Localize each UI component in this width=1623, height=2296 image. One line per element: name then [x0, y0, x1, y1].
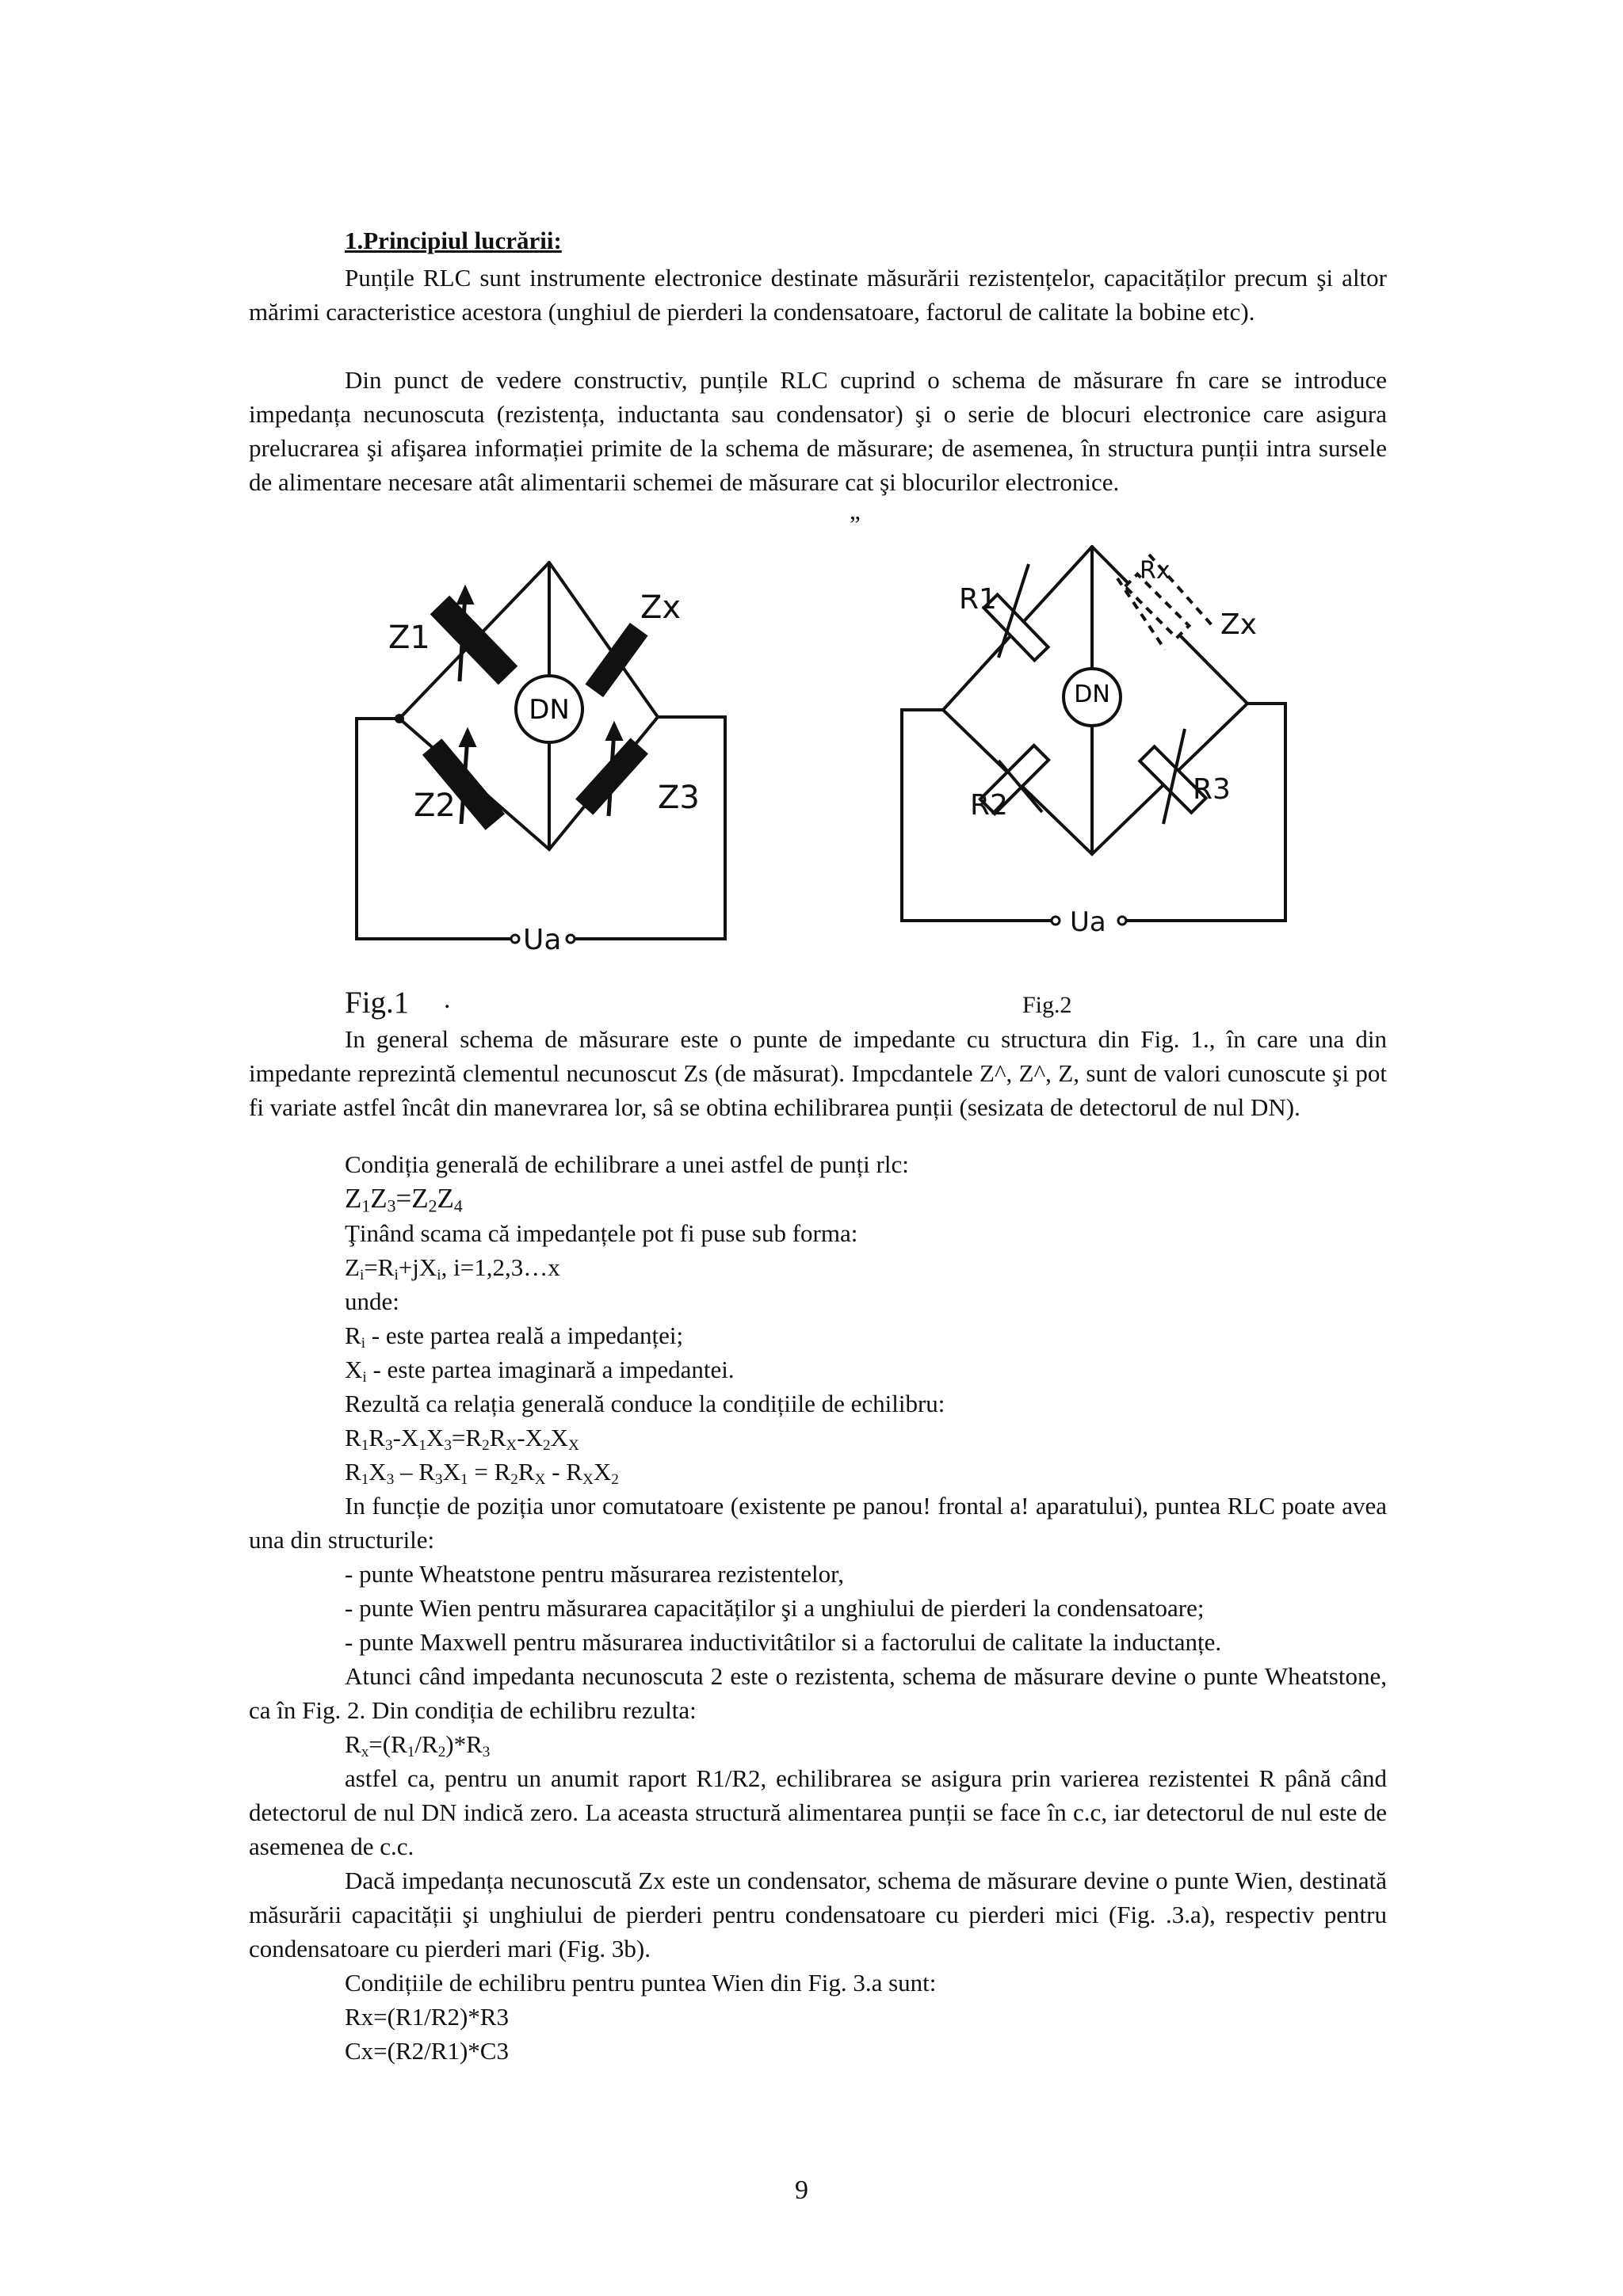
- fig1-z2-label: Z2: [414, 788, 456, 824]
- fig1-zx-element: [585, 623, 647, 697]
- fig1-terminal-left: [511, 935, 519, 943]
- paragraph-construction: Din punct de vedere constructiv, punțile RLC cuprind o schema de măsurare fn care se introduce impedanța necunoscuta (rezistența, inductanta sau condensator) şi o serie de blocuri electronice care asigura prelucrarea şi afişarea informației primite de la schema de măsurare; de asemenea, în structura punții intra sursele de alimentare necesare atât alimentarii schemei de măsurare cat şi blocurilor electronice.: [249, 366, 1387, 496]
- figure-1-bridge-diagram: [341, 547, 753, 959]
- list-item-wheatstone: - punte Wheatstone pentru măsurarea rezistentelor,: [345, 1560, 844, 1588]
- equation-rx-wien: Rx=(R1/R2)*R3: [345, 2003, 509, 2031]
- fig1-dn-label: DN: [529, 694, 570, 726]
- fig2-dn-label: DN: [1074, 681, 1110, 708]
- equation-rx-wheatstone: $R_x=(R_1/R_2)*R_3$: [345, 1730, 491, 1760]
- page-number: 9: [795, 2176, 808, 2205]
- impedance-form-intro: Ţinând scama că impedanțele pot fi puse sub forma:: [345, 1219, 858, 1247]
- list-item-wien: - punte Wien pentru măsurarea capacităților şi a unghiului de pierderi la condensatoare;: [345, 1594, 1205, 1622]
- fig1-zx-label: Zx: [640, 589, 682, 626]
- fig2-rx-label: Rx: [1140, 557, 1170, 585]
- section-heading: 1.Principiul lucrării:: [345, 227, 562, 254]
- paragraph-ratio-balancing: astfel ca, pentru un anumit raport R1/R2, echilibrarea se asigura prin varierea rezistentei R până când detectorul de nul DN indică zero. La aceasta structură alimentarea punții se face în c.c, iar detectorul de nul este de asemenea de c.c.: [249, 1764, 1387, 1860]
- wien-conditions-intro: Condițiile de echilibru pentru puntea Wien din Fig. 3.a sunt:: [345, 1969, 937, 1997]
- fig1-z3-label: Z3: [658, 780, 700, 816]
- paragraph-intro: Punțile RLC sunt instrumente electronice destinate măsurării rezistențelor, capacităților precum şi altor mărimi caracteristice acestora (unghiul de pierderi la condensatoare, factorul de calitate la bobine etc).: [249, 264, 1387, 326]
- figure-1-caption-dot: .: [444, 985, 451, 1014]
- fig1-terminal-right: [567, 935, 575, 943]
- fig2-terminal-left: [1052, 917, 1060, 925]
- fig1-z3-arrow: [609, 730, 614, 816]
- figure-2-caption: Fig.2: [1022, 992, 1072, 1018]
- fig1-supply-right-wire: [575, 717, 725, 939]
- fig2-terminal-right: [1118, 917, 1126, 925]
- definition-real-part: $R_i$ - este partea reală a impedanței;: [345, 1322, 684, 1352]
- fig2-r3-label: R3: [1193, 773, 1231, 806]
- equation-cx-wien: Cx=(R2/R1)*C3: [345, 2037, 509, 2065]
- figure-1-caption: Fig.1: [345, 986, 410, 1020]
- stray-quote-mark: „: [850, 497, 861, 524]
- paragraph-general-schema: In general schema de măsurare este o punte de impedante cu structura din Fig. 1., în care una din impedante reprezintă clementul necunoscut Zs (de măsurat). Impcdantele Z^, Z^, Z, sunt de valori cunoscute şi pot fi variate astfel încât din manevrarea lor, sâ se obtina echilibrarea punții (sesizata de detectorul de nul DN).: [249, 1025, 1387, 1121]
- paragraph-wheatstone: Atunci când impedanta necunoscuta 2 este o rezistenta, schema de măsurare devine o punte Wheatstone, ca în Fig. 2. Din condiția de echilibru rezulta:: [249, 1662, 1387, 1724]
- balance-condition-intro: Condiția generală de echilibrare a unei astfel de punți rlc:: [345, 1150, 909, 1178]
- fig2-r1-label: R1: [959, 583, 997, 616]
- definition-imaginary-part: $X_i$ - este partea imaginară a impedantei.: [345, 1356, 735, 1386]
- paragraph-wien: Dacă impedanța necunoscută Zx este un condensator, schema de măsurare devine o punte Wien, destinată măsurării capacității şi unghiului de pierderi pentru condensatoare cu pierderi mici (Fig. .3.a), respectiv pentru condensatoare cu pierderi mari (Fig. 3b).: [249, 1867, 1387, 1962]
- fig1-z1-label: Z1: [388, 620, 430, 656]
- equation-imaginary-balance: $R_1X_3 - R_3X_1 = R_2R_X - R_XX_2$: [345, 1458, 619, 1488]
- equation-real-balance: $R_1R_3-X_1X_3=R_2R_X-X_2X_X$: [345, 1424, 579, 1454]
- figure-2-wheatstone-diagram: [880, 531, 1323, 943]
- fig1-node-dot: [395, 714, 404, 723]
- list-item-maxwell: - punte Maxwell pentru măsurarea inductivitâtilor si a factorului de calitate la inductanțe.: [345, 1628, 1222, 1656]
- paragraph-switch-structures: In funcție de poziția unor comutatoare (existente pe panou! frontal a! aparatului), puntea RLC poate avea una din structurile:: [249, 1492, 1387, 1554]
- equation-impedance-form: $Z_i=R_i+jX_i$, i=1,2,3…x: [345, 1253, 560, 1283]
- fig1-ua-label: Ua: [523, 924, 562, 956]
- equation-z-balance: $Z_1Z_3=Z_2Z_4$: [345, 1183, 463, 1216]
- fig2-r2-label: R2: [970, 789, 1008, 822]
- fig2-zx-label: Zx: [1220, 608, 1257, 641]
- fig2-supply-right-wire: [1125, 704, 1285, 921]
- fig2-ua-label: Ua: [1070, 906, 1106, 938]
- where-label: unde:: [345, 1287, 399, 1315]
- balance-conditions-intro: Rezultă ca relația generală conduce la condițiile de echilibru:: [345, 1390, 945, 1417]
